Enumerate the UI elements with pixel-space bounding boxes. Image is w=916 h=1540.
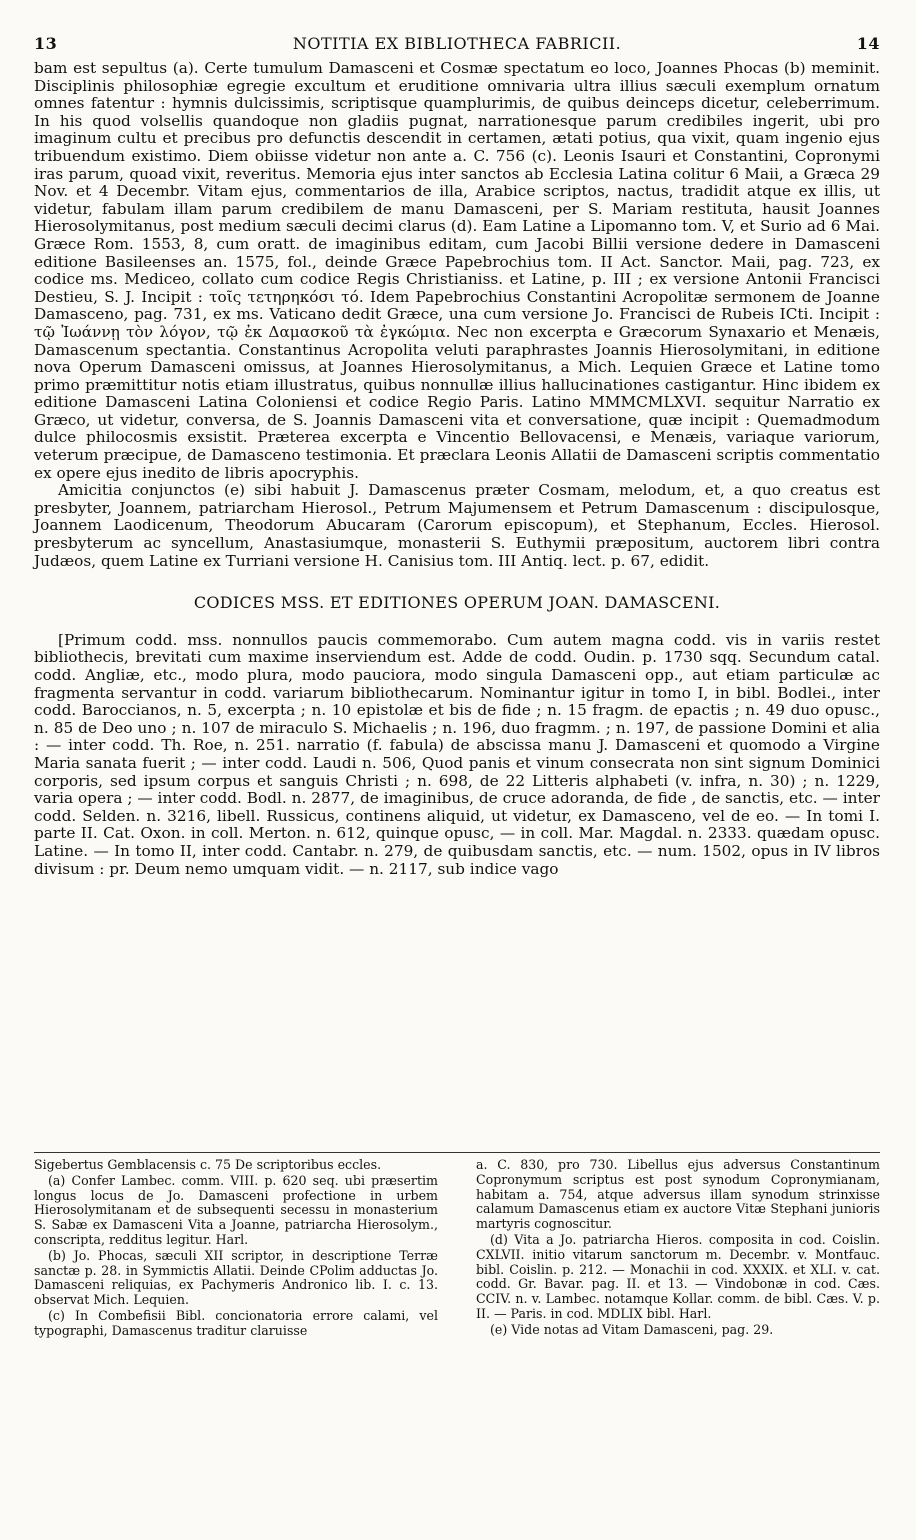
paragraph-life: bam est sepultus (a). Certe tumulum Damasceni et Cosmæ spectatum eo loco, Joannes Phocas (b) meminit. Disciplinis philosophiæ egregie excultum et eruditione omnivaria ultra illius sæculi exemplum ornatum omnes fatentur : hymnis dulcissimis, scriptisque quamplurimis, de quibus deinceps dicetur, celeberrimum. In his quod volsellis quandoque non gladiis pugnat, narrationesque parum credibiles ingerit, ubi pro imaginum cultu et precibus pro defunctis descendit in certamen, ætati potius, qua vixit, quam ingenio ejus tribuendum existimo. Diem obiisse videtur non ante a. C. 756 (c). Leonis Isauri et Constantini, Copronymi iras parum, quoad vixit, reveritus. Memoria ejus inter sanctos ab Ecclesia Latina colitur 6 Maii, a Græca 29 Nov. et 4 Decembr. Vitam ejus, commentarios de illa, Arabice scriptos, nactus, tradidit atque ex illis, ut videtur, fabulam illam parum credibilem de manu Damasceni, per S. Mariam restituta, hausit Joannes Hierosolymitanus, post medium sæculi decimi clarus (d). Eam Latine a Lipomanno tom. V, et Surio ad 6 Mai. Græce Rom. 1553, 8, cum oratt. de imaginibus editam, cum Jacobi Billii versione dedere in Damasceni editione Basileenses an. 1575, fol., deinde Græce Papebrochius tom. II Act. Sanctor. Maii, pag. 723, ex codice ms. Mediceo, collato cum codice Regis Christianiss. et Latine, p. III ; ex versione Antonii Francisci Destieu, S. J. Incipit : τοῖς τετηρηκόσι τό. Idem Papebrochius Constantini Acropolitæ sermonem de Joanne Damasceno, pag. 731, ex ms. Vaticano dedit Græce, una cum versione Jo. Francisci de Rubeis ICti. Incipit : τῷ Ἰωάννῃ τὸν λόγον, τῷ ἐκ Δαμασκοῦ τὰ ἐγκώμια. Nec non excerpta e Græcorum Synaxario et Menæis, Damascenum spectantia. Constantinus Acropolita veluti paraphrastes Joannis Hierosolymitani, in editione nova Operum Damasceni omissus, at Joannes Hierosolymitanus, a Mich. Lequien Græce et Latine tomo primo præmittitur notis etiam illustratus, quibus nonnullæ illius hallucinationes castigantur. Hinc ibidem ex editione Damasceni Latina Coloniensi et codice Regio Paris. Latino MMMCMLXVI. sequitur Narratio ex Græco, ut videtur, conversa, de S. Joannis Damasceni vita et conversatione, quæ incipit : Quemadmodum dulce philocosmis exsistit. Præterea excerpta e Vincentio Bellovacensi, e Menæis, variaque variorum, veterum præcipue, de Damasceno testimonia. Et præclara Leonis Allatii de Damasceni scriptis commentatio ex opere ejus inedito de libris apocryphis. [34,59,880,482]
paragraph-friends: Amicitia conjunctos (e) sibi habuit J. Damascenus præter Cosmam, melodum, et, a quo creatus est presbyter, Joannem, patriarcham Hierosol., Petrum Majumensem et Petrum Damascenum : discipulosque, Joannem Laodicenum, Theodorum Abucaram (Carorum episcopum), et Stephanum, Eccles. Hierosol. presbyterum ac syncellum, Anastasiumque, monasterii S. Euthymii præpositum, auctorem libri contra Judæos, quem Latine ex Turriani versione H. Canisius tom. III Antiq. lect. p. 67, edidit. [34,481,880,570]
right-page-number: 14 [856,34,880,53]
left-page-number: 13 [34,34,58,53]
main-text [34,60,880,878]
running-header [34,34,880,58]
footnotes-right-column [476,1158,880,1340]
footnotes [34,1158,880,1340]
footnote-b: (b) Jo. Phocas, sæculi XII scriptor, in descriptione Terræ sanctæ p. 28. in Symmictis Allatii. Deinde CPolim adductas Jo. Damasceni reliquias, ex Pachymeris Andronico lib. I. c. 13. observat Mich. Lequien. [34,1247,438,1308]
footnote-d: (d) Vita a Jo. patriarcha Hieros. composita in cod. Coislin. CXLVII. initio vitarum sanctorum m. Decembr. v. Montfauc. bibl. Coislin. p. 212. — Monachii in cod. XXXIX. et XLI. v. cat. codd. Gr. Bavar. pag. II. et 13. — Vindobonæ in cod. Cæs. CCIV. n. v. Lambec. notamque Kollar. comm. de bibl. Cæs. V. p. II. — Paris. in cod. MDLIX bibl. Harl. [476,1231,880,1321]
footnote-c-continued: a. C. 830, pro 730. Libellus ejus adversus Constantinum Copronymum scriptus est post synodum Copronymianam, habitam a. 754, atque adversus illam synodum strinxisse calamum Damascenus etiam ex auctore Vitæ Stephani junioris martyris cognoscitur. [476,1157,880,1232]
footnotes-left-column [34,1158,438,1340]
footnote: Sigebertus Gemblacensis c. 75 De scriptoribus eccles. [34,1157,382,1172]
footnote-divider [34,1152,880,1153]
footnote-c: (c) In Combefisii Bibl. concionatoria errore calami, vel typographi, Damascenus traditur claruisse [34,1307,438,1338]
section-title: CODICES MSS. ET EDITIONES OPERUM JOAN. DAMASCENI. [193,593,721,613]
page [34,34,880,1338]
running-title: NOTITIA EX BIBLIOTHECA FABRICII. [292,34,622,53]
footnote-e: (e) Vide notas ad Vitam Damasceni, pag. 29. [490,1321,774,1337]
paragraph-codices: [Primum codd. mss. nonnullos paucis commemorabo. Cum autem magna codd. vis in variis restet bibliothecis, brevitati cum maxime inserviendum est. Adde de codd. Oudin. p. 1730 sqq. Secundum catal. codd. Angliæ, etc., modo plura, modo pauciora, modo singula Damasceni opp., aut etiam particulæ ac fragmenta servantur in codd. variarum bibliothecarum. Nominantur igitur in tomo I, in bibl. Bodlei., inter codd. Baroccianos, n. 5, excerpta ; n. 10 epistolæ et bis de fide ; n. 15 fragm. de epactis ; n. 49 duo opusc., n. 85 de Deo uno ; n. 107 de miraculo S. Michaelis ; n. 196, duo fragmm. ; n. 197, de passione Domini et alia : — inter codd. Th. Roe, n. 251. narratio (f. fabula) de abscissa manu J. Damasceni et quomodo a Virgine Maria sanata fuerit ; — inter codd. Laudi n. 506, Quod panis et vinum consecrata non sint signum Dominici corporis, sed ipsum corpus et sanguis Christi ; n. 698, de 22 Litteris alphabeti (v. infra, n. 30) ; n. 1229, varia opera ; — inter codd. Bodl. n. 2877, de imaginibus, de cruce adoranda, de fide , de sanctis, etc. — inter codd. Selden. n. 3216, libell. Russicus, continens aliquid, ut videtur, ex Damasceno, vel de eo. — In tomi I. parte II. Cat. Oxon. in coll. Merton. n. 612, quinque opusc, — in coll. Mar. Magdal. n. 2333. quædam opusc. Latine. — In tomo II, inter codd. Cantabr. n. 279, de quibusdam sanctis, etc. — num. 1502, opus in IV libros divisum : pr. Deum nemo umquam vidit. — n. 2117, sub indice vago [34,630,880,878]
footnote-a: (a) Confer Lambec. comm. VIII. p. 620 seq. ubi præsertim longus locus de Jo. Damasceni profectione in urbem Hierosolymitanam et de subsequenti secessu in monasterium S. Sabæ ex Damasceni Vita a Joanne, patriarcha Hierosolym., conscripta, redditus legitur. Harl. [34,1172,438,1247]
